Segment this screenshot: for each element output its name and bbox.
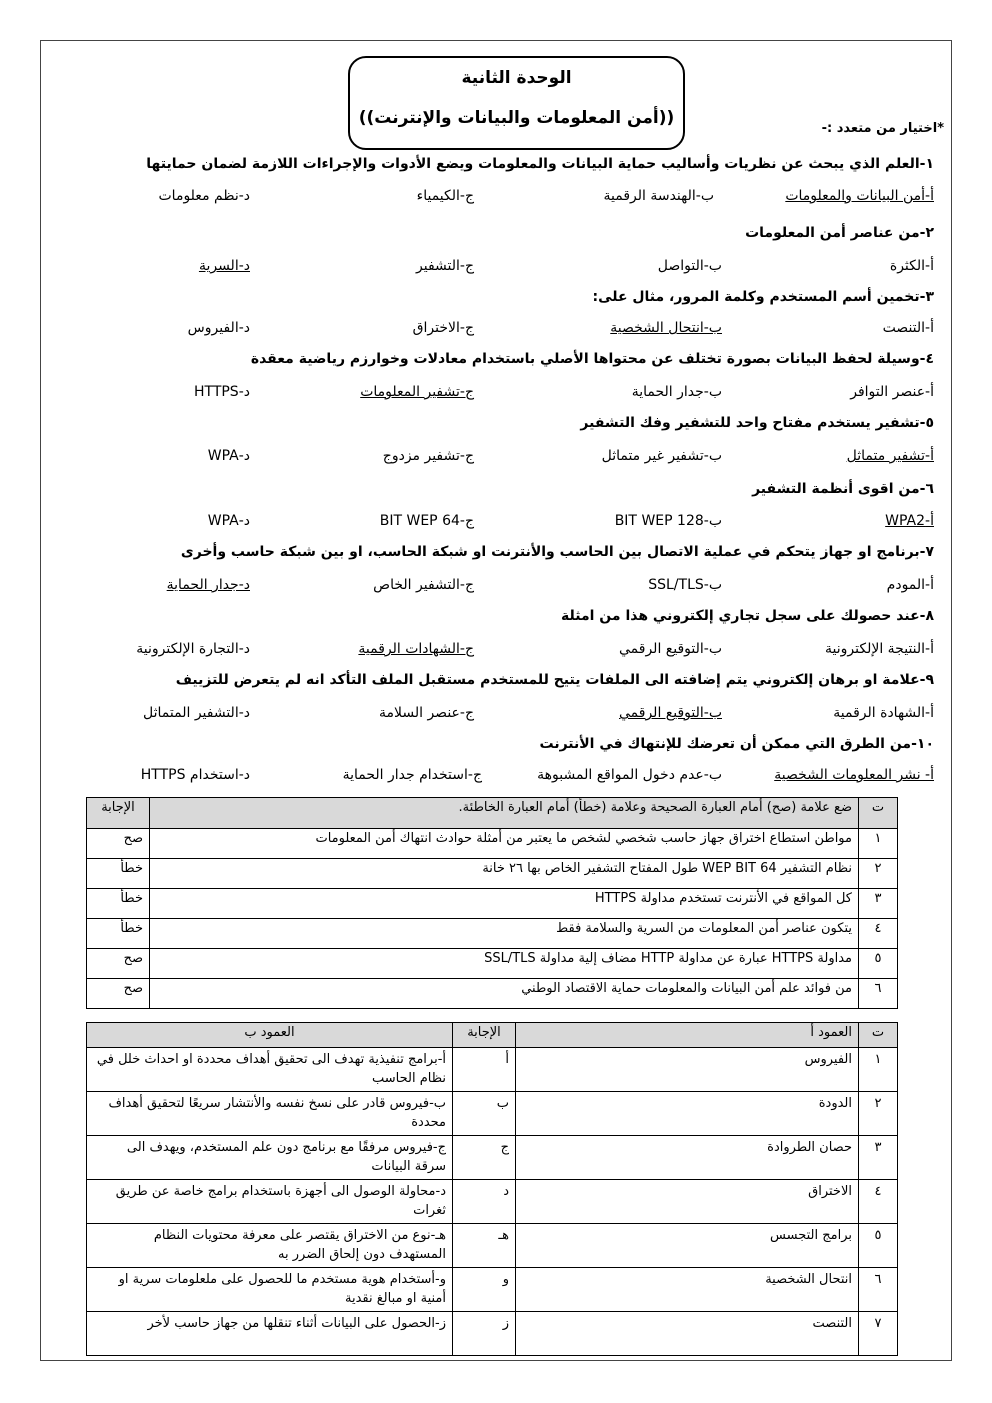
q10-option-b: ب-عدم دخول المواقع المشبوهة [537,767,722,783]
q7-option-d: د-جدار الحماية [166,577,250,593]
q7-option-a: أ-المودم [886,577,934,593]
tf-statement: من فوائد علم أمن البيانات والمعلومات حماية الاقتصاد الوطني [150,979,859,1009]
mt-col-a: الدودة [516,1092,859,1136]
mt-num: ٤ [859,1180,898,1224]
question-1: ١-العلم الذي يبحث عن نظريات وأساليب حماية البيانات والمعلومات ويضع الأدوات والإجراءات اللازمة لضمان حمايتها [146,156,934,172]
tf-answer: صح [87,979,150,1009]
q10-option-a: أ- نشر المعلومات الشخصية [774,767,934,783]
mt-header-answer: الإجابة [453,1023,516,1048]
q9-option-d: د-التشفير المتماثل [143,705,250,721]
q4-option-d: د-HTTPS [193,384,250,400]
tf-answer: خطأ [87,889,150,919]
tf-statement: يتكون عناصر أمن المعلومات من السرية والسلامة فقط [150,919,859,949]
table-row [87,1092,898,1136]
q6-option-c: ج-64 BIT WEP [379,513,474,529]
q8-option-b: ب-التوقيع الرقمي [619,641,722,657]
q8-option-d: د-التجارة الإلكترونية [136,641,250,657]
table-row [87,1312,898,1356]
table-row [87,1180,898,1224]
tf-statement: نظام التشفير 64 WEP BIT طول المفتاح التشفير الخاص بها ٢٦ خانة [150,859,859,889]
q8-option-c: ج-الشهادات الرقمية [358,641,474,657]
q10-option-d: د-استخدام HTTPS [140,767,250,783]
q1-option-a: أ-أمن البيانات والمعلومات [785,188,934,204]
mt-num: ٣ [859,1136,898,1180]
q2-option-b: ب-التواصل [657,258,722,274]
q4-option-c: ج-تشفير المعلومات [360,384,474,400]
tf-num: ٦ [859,979,898,1009]
mt-num: ١ [859,1048,898,1092]
tf-header-num: ت [859,798,898,829]
mt-num: ٥ [859,1224,898,1268]
q4-option-a: أ-عنصر التوافر [850,384,934,400]
q4-option-b: ب-جدار الحماية [631,384,722,400]
question-4: ٤-وسيلة لحفظ البيانات بصورة تختلف عن محتواها الأصلي باستخدام معادلات وخوارزم رياضية معقدة [250,351,934,367]
mt-num: ٦ [859,1268,898,1312]
mt-col-b: ج-فيروس مرفقًا مع برنامج دون علم المستخدم، ويهدف الى سرقة البيانات [87,1136,453,1180]
tf-statement: كل المواقع في الأنترنت تستخدم مداولة HTTPS [150,889,859,919]
q10-option-c: ج-استخدام جدار الحماية [342,767,482,783]
tf-num: ٥ [859,949,898,979]
tf-statement: مواطن استطاع اختراق جهاز حاسب شخصي لشخص ما يعتبر من أمثلة حوادث انتهاك أمن المعلومات [150,829,859,859]
question-5: ٥-تشفير يستخدم مفتاح واحد للتشفير وفك التشفير [580,415,934,431]
q2-option-d: د-السرية [198,258,250,274]
tf-num: ٣ [859,889,898,919]
q6-option-a: أ-WPA2 [885,513,934,529]
tf-num: ١ [859,829,898,859]
table-row [87,949,898,979]
table-row [87,829,898,859]
q7-option-c: ج-التشفير الخاص [373,577,474,593]
mt-answer: ج [453,1136,516,1180]
question-3: ٣-تخمين أسم المستخدم وكلمة المرور، مثال على: [592,289,934,305]
q5-option-d: د-WPA [207,448,250,464]
mt-answer: هـ [453,1224,516,1268]
q6-option-b: ب-128 BIT WEP [614,513,722,529]
q1-option-d: د-نظم معلومات [158,188,250,204]
mt-col-b: ز-الحصول على البيانات أثناء تنقلها من جهاز حاسب لأخر [87,1312,453,1356]
q3-option-d: د-الفيروس [187,320,250,336]
tf-header-statement: ضع علامة (صح) أمام العبارة الصحيحة وعلامة (خطأ) أمام العبارة الخاطئة. [150,798,859,829]
question-7: ٧-برنامج او جهاز يتحكم في عملية الاتصال بين الحاسب والأنترنت او شبكة الحاسب، او بين شبكة حاسب وأخرى [180,544,934,560]
q2-option-c: ج-التشفير [416,258,474,274]
mt-col-a: التنصت [516,1312,859,1356]
mt-answer: ب [453,1092,516,1136]
mt-col-a: برامج التجسس [516,1224,859,1268]
table-row [87,859,898,889]
true-false-table [86,797,898,1009]
q3-option-b: ب-انتحال الشخصية [610,320,722,336]
q5-option-b: ب-تشفير غير متماثل [601,448,722,464]
mt-col-b: و-أستخدام هوية مستخدم ما للحصول على ملعلومات سرية او أمنية او مبالغ نقدية [87,1268,453,1312]
tf-num: ٢ [859,859,898,889]
q2-option-a: أ-الكثرة [889,258,934,274]
mt-num: ٢ [859,1092,898,1136]
mt-header-col-a: العمود أ [516,1023,859,1048]
table-row [87,1268,898,1312]
mt-header-num: ت [859,1023,898,1048]
mt-col-a: الاختراق [516,1180,859,1224]
matching-table [86,1022,898,1356]
question-2: ٢-من عناصر أمن المعلومات [745,225,934,241]
table-row [87,1224,898,1268]
mt-col-a: انتحال الشخصية [516,1268,859,1312]
table-row [87,889,898,919]
question-10: ١٠-من الطرق التي ممكن أن تعرضك للإنتهاك في الأنترنت [539,736,934,752]
unit-subtitle: ((أمن المعلومات والبيانات والإنترنت)) [358,108,675,128]
unit-title: الوحدة الثانية [461,68,572,88]
mt-col-b: هـ-نوع من الاختراق يقتصر على معرفة محتويات النظام المستهدف دون إلحاق الضرر به [87,1224,453,1268]
mt-col-b: ب-فيروس قادر على نسخ نفسه والأنتشار سريعًا لتحقيق أهداف محددة [87,1092,453,1136]
mt-col-a: حصان الطروادة [516,1136,859,1180]
tf-answer: خطأ [87,919,150,949]
mt-answer: أ [453,1048,516,1092]
q7-option-b: ب-SSL/TLS [648,577,722,593]
multiple-choice-heading: *اختيار من متعدد :- [821,121,944,136]
question-6: ٦-من اقوى أنظمة التشفير [752,481,934,497]
q3-option-a: أ-التنصت [882,320,934,336]
q5-option-c: ج-تشفير مزدوج [382,448,474,464]
q6-option-d: د-WPA [207,513,250,529]
table-header-row [87,1023,898,1048]
mt-col-b: د-محاولة الوصول الى أجهزة باستخدام برامج خاصة عن طريق ثغرات [87,1180,453,1224]
table-row [87,1048,898,1092]
table-row [87,1136,898,1180]
mt-answer: ز [453,1312,516,1356]
table-header-row [87,798,898,829]
tf-answer: صح [87,829,150,859]
tf-header-answer: الإجابة [87,798,150,829]
q1-option-c: ج-الكيمياء [416,188,474,204]
table-row [87,919,898,949]
mt-answer: د [453,1180,516,1224]
table-row [87,979,898,1009]
tf-num: ٤ [859,919,898,949]
q9-option-c: ج-عنصر السلامة [379,705,474,721]
title-box [348,56,685,150]
q9-option-a: أ-الشهادة الرقمية [833,705,934,721]
q3-option-c: ج-الاختراق [412,320,474,336]
q9-option-b: ب-التوقيع الرقمي [619,705,722,721]
q1-option-b: ب-الهندسة الرقمية [603,188,714,204]
mt-col-a: الفيروس [516,1048,859,1092]
q5-option-a: أ-تشفير متماثل [846,448,934,464]
tf-answer: خطأ [87,859,150,889]
tf-statement: مداولة HTTPS عبارة عن مداولة HTTP مضاف إلية مداولة SSL/TLS [150,949,859,979]
mt-num: ٧ [859,1312,898,1356]
question-8: ٨-عند حصولك على سجل تجاري إلكتروني هذا من امثلة [561,608,934,624]
mt-header-col-b: العمود ب [87,1023,453,1048]
q8-option-a: أ-النتيجة الإلكترونية [825,641,934,657]
mt-col-b: أ-برامج تنفيذية تهدف الى تحقيق أهداف محددة او احداث خلل في نظام الحاسب [87,1048,453,1092]
question-9: ٩-علامة او برهان إلكتروني يتم إضافته الى الملفات يتيح للمستخدم مستقبل الملف التأكد انه لم يتعرض للتزييف [175,672,934,688]
tf-answer: صح [87,949,150,979]
mt-answer: و [453,1268,516,1312]
